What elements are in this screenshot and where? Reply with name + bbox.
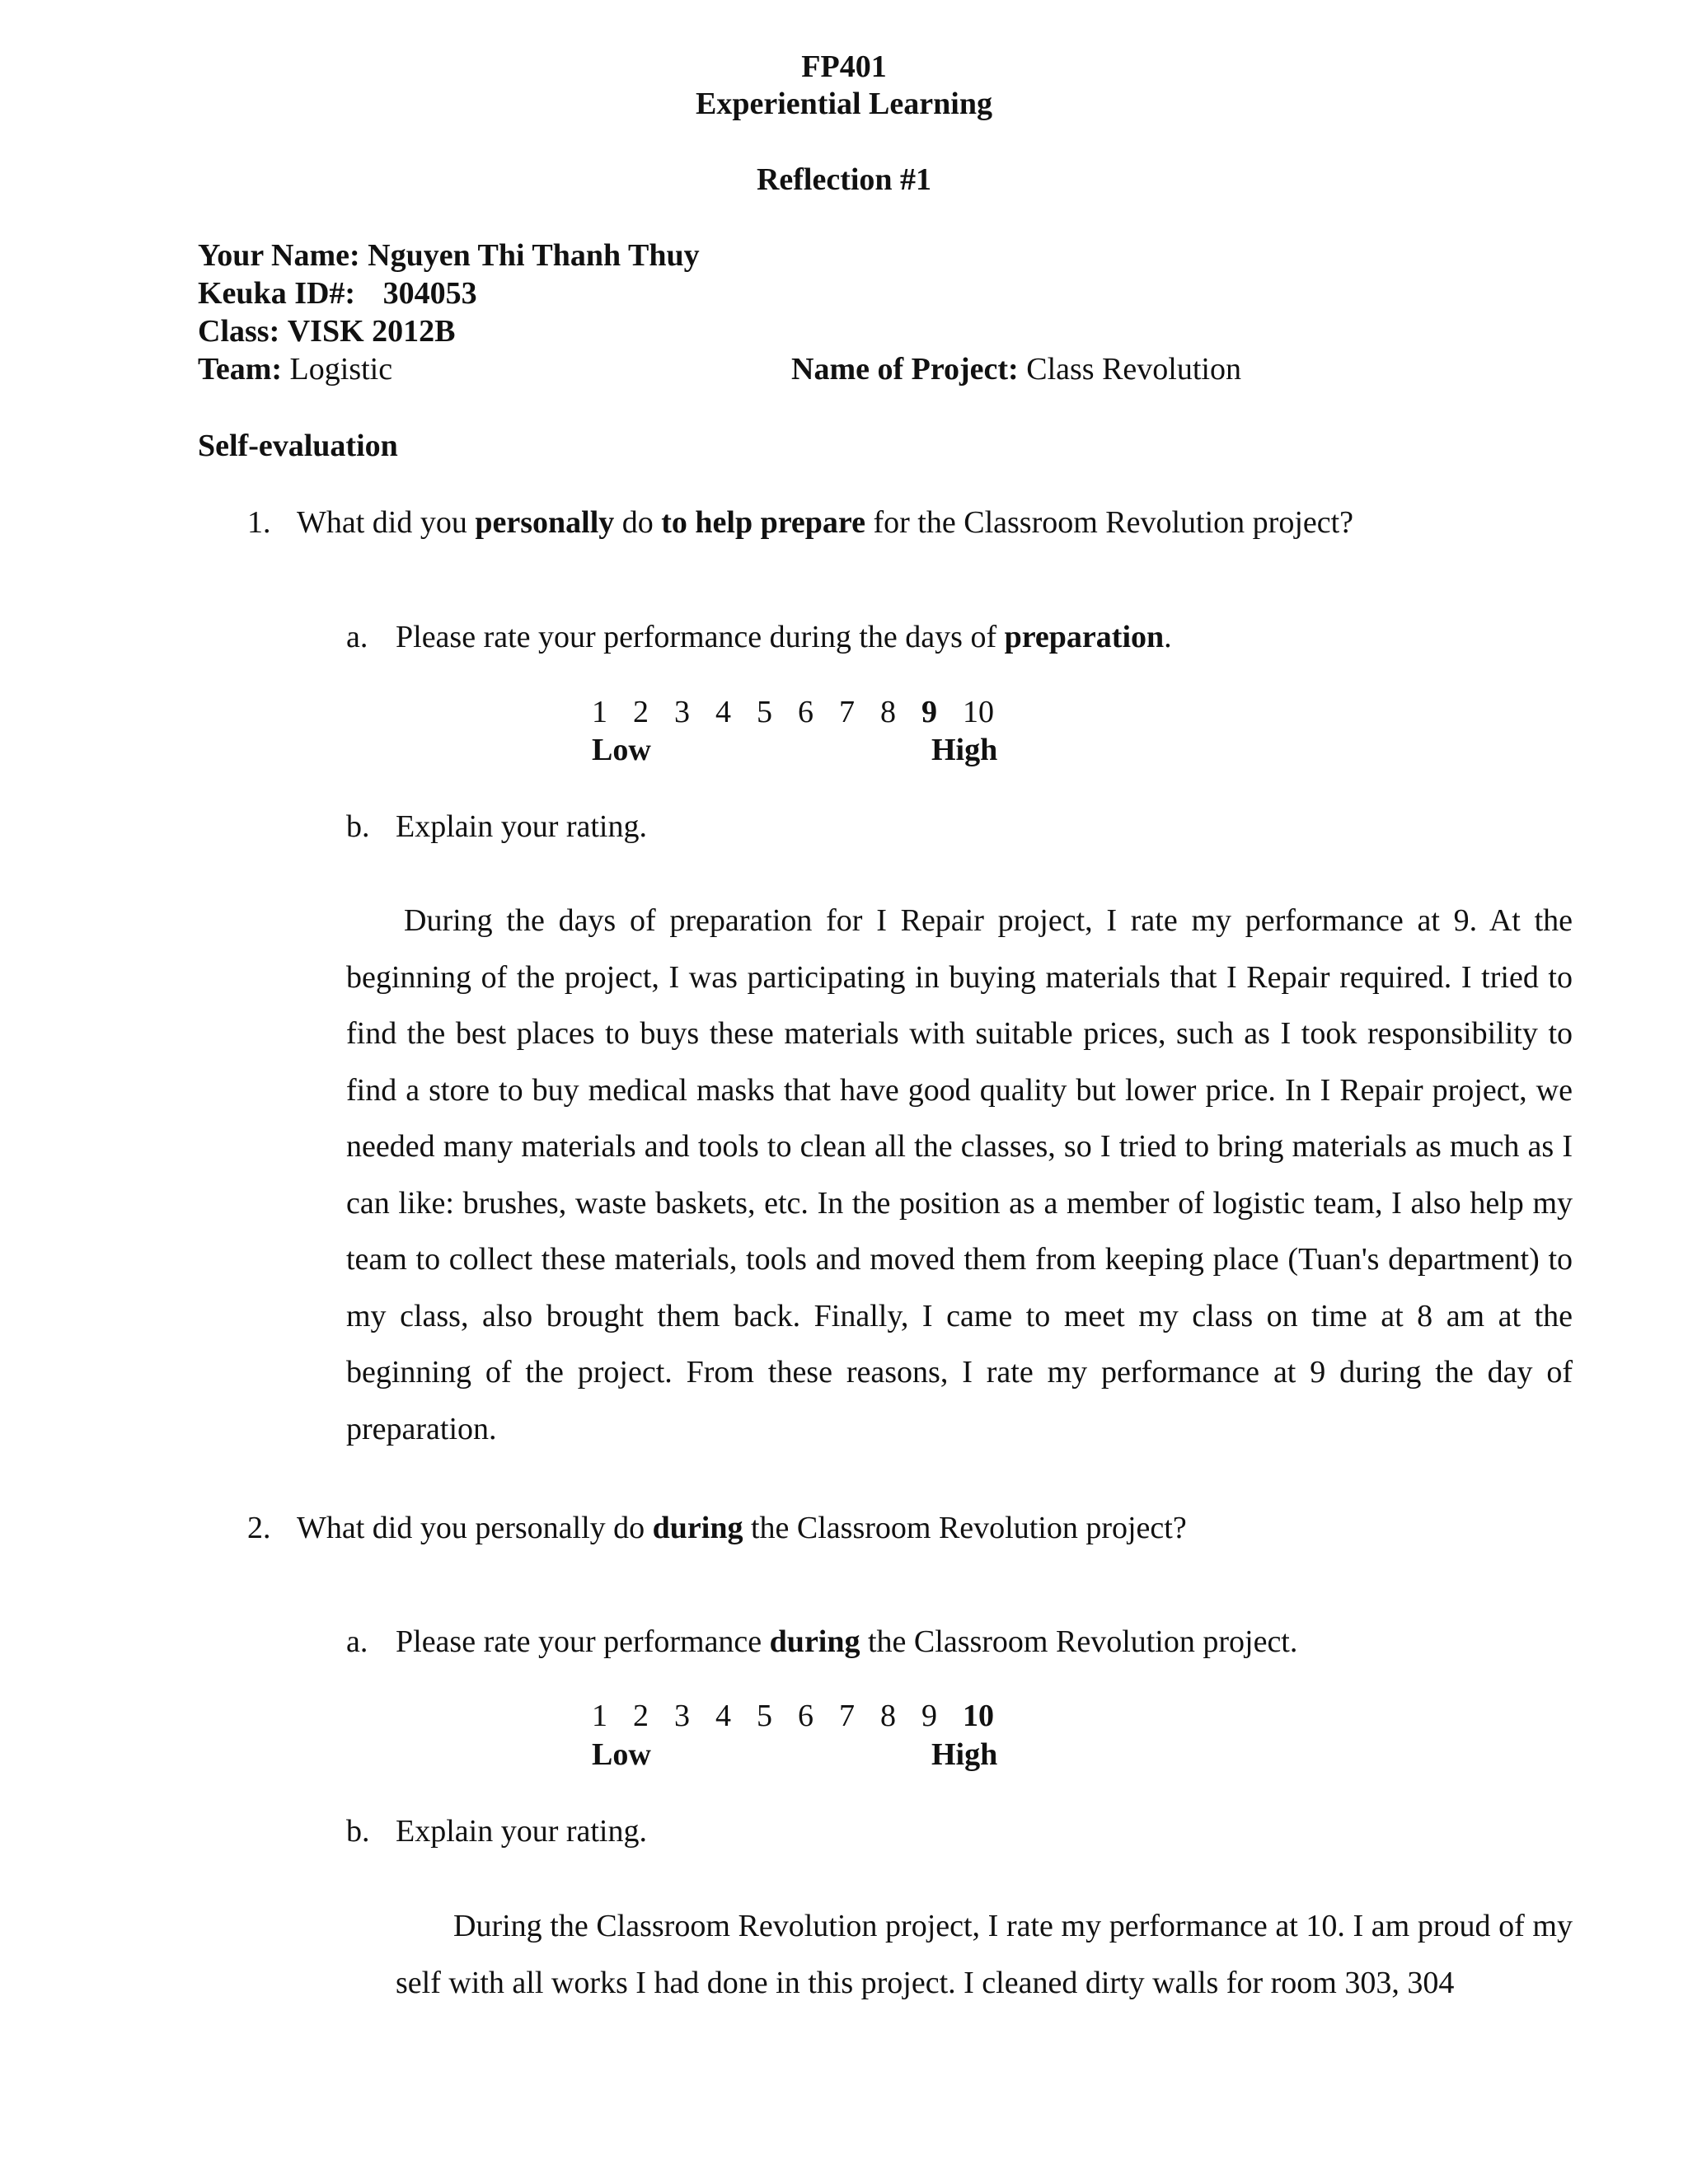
name-value: Nguyen Thi Thanh Thuy <box>368 238 700 273</box>
rating-option-10: 10 <box>963 695 994 729</box>
rating-option-1: 1 <box>592 695 607 729</box>
rating-option-8: 8 <box>880 695 896 729</box>
team-line <box>198 350 392 388</box>
q1-text-a: What did you <box>297 505 476 540</box>
rating-option-4: 4 <box>715 695 731 729</box>
q2b-prompt: Explain your rating. <box>396 1814 647 1849</box>
class-value: VISK 2012B <box>287 314 456 349</box>
name-label: Your Name: <box>198 238 360 273</box>
rating-option-6: 6 <box>798 1699 814 1733</box>
q2-text-b: during <box>652 1511 743 1545</box>
project-line <box>791 350 1241 388</box>
q2-text-c: the Classroom Revolution project? <box>743 1511 1187 1545</box>
q2b-letter: b. <box>346 1814 370 1849</box>
q2-low-label: Low <box>592 1737 651 1772</box>
q1-text-d: to help prepare <box>661 505 865 540</box>
q1b-prompt: Explain your rating. <box>396 809 647 844</box>
project-label: Name of Project: <box>791 352 1019 387</box>
rating-option-3: 3 <box>674 1699 690 1733</box>
rating-option-7: 7 <box>839 1699 855 1733</box>
q1a-text: Please rate your performance during the days of <box>396 620 1005 654</box>
q2-scale-numbers <box>592 1697 1004 1735</box>
q1a-bold: preparation <box>1004 620 1165 654</box>
team-label: Team: <box>198 352 283 387</box>
q2a-end: the Classroom Revolution project. <box>860 1624 1298 1659</box>
rating-option-8: 8 <box>880 1699 896 1733</box>
q1a-letter: a. <box>346 620 368 654</box>
q2a-bold: during <box>769 1624 860 1659</box>
rating-option-2: 2 <box>633 1699 649 1733</box>
id-label: Keuka ID#: <box>198 276 356 311</box>
q2-question <box>297 1509 1187 1547</box>
q1-low-label: Low <box>592 733 651 767</box>
id-value: 304053 <box>382 276 477 311</box>
q1-rating-scale <box>592 693 1004 731</box>
class-line <box>198 312 456 350</box>
q1b-letter: b. <box>346 809 370 844</box>
q1a-end: . <box>1164 620 1172 654</box>
id-line <box>198 274 477 312</box>
section-title: Self-evaluation <box>198 429 398 463</box>
team-value: Logistic <box>289 352 393 387</box>
q1-question <box>297 504 1353 541</box>
rating-option-7: 7 <box>839 695 855 729</box>
q2-explanation <box>396 1898 1573 2011</box>
rating-option-5: 5 <box>757 1699 772 1733</box>
name-line <box>198 237 700 274</box>
rating-option-9: 9 <box>921 695 937 729</box>
q1a-prompt <box>396 618 1172 656</box>
project-value: Class Revolution <box>1026 352 1241 387</box>
q2-text-a: What did you personally do <box>297 1511 653 1545</box>
q2-rating-scale <box>592 1697 1004 1735</box>
q1-text-c: do <box>614 505 662 540</box>
q2-number: 2. <box>247 1511 271 1545</box>
rating-option-2: 2 <box>633 695 649 729</box>
class-label: Class: <box>198 314 280 349</box>
course-title: Experiential Learning <box>696 87 992 121</box>
rating-option-9: 9 <box>921 1699 937 1733</box>
q1-high-label: High <box>931 733 998 767</box>
course-code: FP401 <box>801 49 887 84</box>
q1-scale-numbers <box>592 693 1004 731</box>
reflection-title: Reflection #1 <box>756 162 932 197</box>
q1-explanation-text: During the days of preparation for I Repair project, I rate my performance at 9. At the beginning of the project, I was participating in buying materials that I Repair required. I tried to find the best places to buys these materials with suitable prices, such as I took responsibility to find a store to buy medical masks that have good quality but lower price. In I Repair project, we needed many materials and tools to clean all the classes, so I tried to bring materials as much as I can like: brushes, waste baskets, etc. In the position as a member of logistic team, I also help my team to collect these materials, tools and moved them from keeping place (Tuan's department) to my class, also brought them back. Finally, I came to meet my class on time at 8 am at the beginning of the project. From these reasons, I rate my performance at 9 during the day of preparation. <box>346 903 1573 1446</box>
rating-option-6: 6 <box>798 695 814 729</box>
q1-explanation <box>346 893 1573 1457</box>
q1-text-b: personally <box>475 505 615 540</box>
q1-text-e: for the Classroom Revolution project? <box>865 505 1354 540</box>
q1-number: 1. <box>247 505 271 540</box>
rating-option-10: 10 <box>963 1699 994 1733</box>
rating-option-3: 3 <box>674 695 690 729</box>
rating-option-1: 1 <box>592 1699 607 1733</box>
q2a-text: Please rate your performance <box>396 1624 770 1659</box>
q2-high-label: High <box>931 1737 998 1772</box>
q2-explanation-text: During the Classroom Revolution project, I rate my performance at 10. I am proud of my self with all works I had done in this project. I cleaned dirty walls for room 303, 304 <box>396 1909 1573 2000</box>
rating-option-5: 5 <box>757 695 772 729</box>
rating-option-4: 4 <box>715 1699 731 1733</box>
q2a-prompt <box>396 1623 1297 1661</box>
q2a-letter: a. <box>346 1624 368 1659</box>
